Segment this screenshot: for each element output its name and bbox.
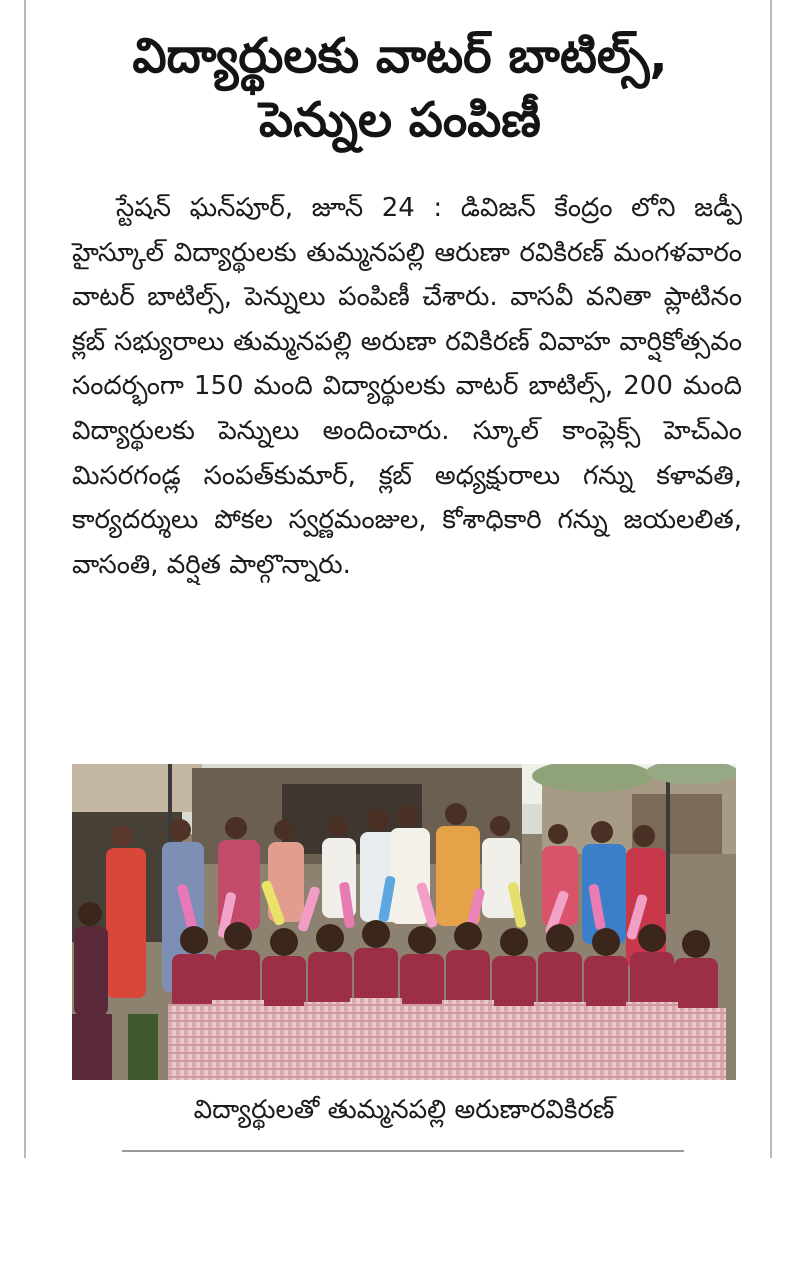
group-photo-illustration [72, 764, 736, 1080]
headline-line-1: విద్యార్థులకు వాటర్ బాటిల్స్, [132, 28, 668, 84]
photo-caption: విద్యార్థులతో తుమ్మనపల్లి అరుణారవికిరణ్ [193, 1095, 615, 1125]
column-rule-right [770, 0, 772, 1158]
headline [40, 24, 760, 152]
news-photo [72, 764, 736, 1080]
article-body: స్టేషన్ ఘన్‌పూర్, జూన్ 24 : డివిజన్ కేంద్రం లోని జడ్పీ హైస్కూల్ విద్యార్థులకు తుమ్మనపల్లి ఆరుణా రవికిరణ్ మంగళవారం వాటర్ బాటిల్స్, పెన్నులు పంపిణీ చేశారు. వాసవీ వనితా ప్లాటినం క్లబ్ సభ్యురాలు తుమ్మనపల్లి అరుణా రవికిరణ్ వివాహ వార్షికోత్సవం సందర్భంగా 150 మంది విద్యార్థులకు వాటర్ బాటిల్స్, 200 మంది విద్యార్థులకు పెన్నులు అందించారు. స్కూల్ కాంప్లెక్స్ హెచ్ఎం మిసరగండ్ల సంపత్‌కుమార్, క్లబ్ అధ్యక్షురాలు గన్ను కళావతి, కార్యదర్శులు పోకల స్వర్ణమంజుల, కోశాధికారి గన్ను జయలలిత, వాసంతి, వర్షిత పాల్గొన్నారు. [72, 193, 742, 580]
headline-line-2: పెన్నుల పంపిణీ [259, 92, 541, 148]
bottom-rule [122, 1150, 684, 1152]
column-rule-left [24, 0, 26, 1158]
